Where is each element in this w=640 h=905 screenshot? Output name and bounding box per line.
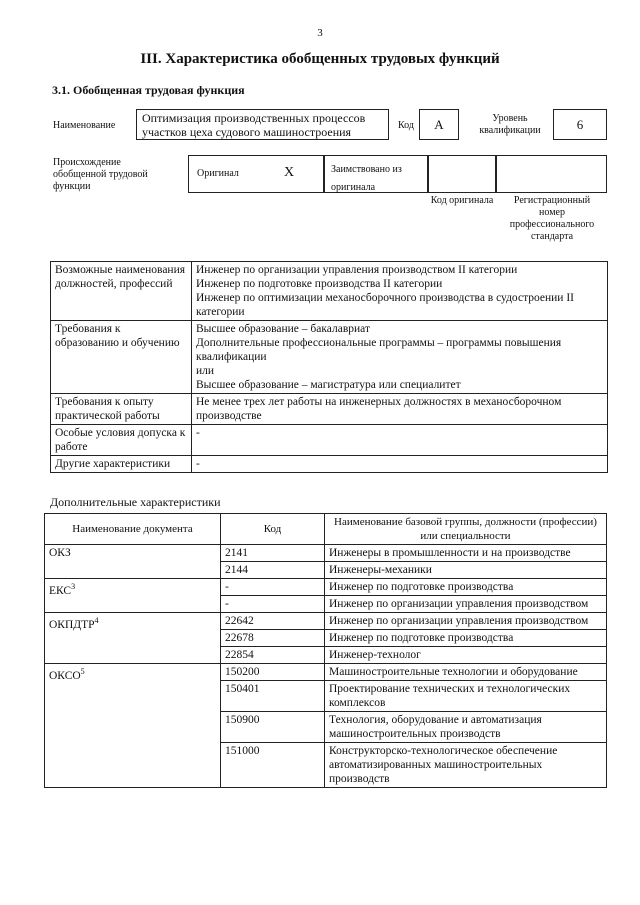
code-original-label: Код оригинала: [430, 195, 494, 206]
characteristic-line: Дополнительные профессиональные программы – программы повышения квалификации: [196, 337, 562, 363]
characteristic-line: Инженер по подготовке производства II категории: [196, 278, 443, 290]
code-cell: -: [221, 596, 325, 613]
function-code-value: A: [419, 109, 459, 140]
origin-original-cell: [188, 155, 324, 193]
specialty-name-cell: Проектирование технических и технологических комплексов: [325, 681, 607, 712]
code-cell: 150200: [221, 664, 325, 681]
document-name: ОКПДТР: [49, 618, 95, 631]
name-label: Наименование: [53, 120, 116, 131]
original-label: Оригинал: [197, 168, 239, 179]
specialty-name-cell: Инженер по подготовке производства: [325, 630, 607, 647]
characteristics-table: [50, 261, 608, 473]
characteristic-value: [192, 262, 608, 321]
specialty-name-cell: Инженер по организации управления производством: [325, 596, 607, 613]
characteristic-label: Другие характеристики: [51, 456, 192, 473]
specialty-name-cell: Машиностроительные технологии и оборудование: [325, 664, 607, 681]
specialty-name-cell: Инженеры-механики: [325, 562, 607, 579]
characteristic-line: Инженер по организации управления производством II категории: [196, 264, 518, 276]
document-name-cell: [45, 613, 221, 664]
origin-borrowed-cell: [324, 155, 428, 193]
code-cell: 22642: [221, 613, 325, 630]
level-label: Уровень квалификации: [479, 113, 541, 136]
code-cell: 22854: [221, 647, 325, 664]
subsection-title: 3.1. Обобщенная трудовая функция: [52, 83, 245, 97]
characteristic-line: -: [196, 427, 200, 439]
footnote-mark: 3: [71, 582, 76, 591]
page-number: 3: [317, 27, 323, 39]
characteristic-line: Высшее образование – бакалавриат: [196, 323, 370, 335]
document-name: ОКЗ: [49, 547, 71, 559]
code-label: Код: [398, 120, 414, 131]
characteristics-row: [51, 394, 608, 425]
characteristic-line: или: [196, 365, 215, 377]
origin-label: Происхождение обобщенной трудовой функции: [53, 157, 148, 192]
characteristic-label: Возможные наименования должностей, профессий: [51, 262, 192, 321]
characteristics-row: [51, 262, 608, 321]
additional-row: [45, 664, 607, 681]
code-cell: 150900: [221, 712, 325, 743]
col-doc-header: Наименование документа: [45, 514, 221, 545]
characteristic-value: [192, 394, 608, 425]
characteristics-row: [51, 425, 608, 456]
characteristics-row: [51, 456, 608, 473]
function-name-value: Оптимизация производственных процессов участков цеха судового машиностроения: [136, 109, 389, 140]
footnote-mark: 4: [94, 616, 99, 625]
document-name: ОКСО: [49, 669, 81, 682]
reg-number-label: Регистрационный номер профессионального стандарта: [509, 195, 595, 242]
code-cell: 151000: [221, 743, 325, 788]
characteristics-row: [51, 321, 608, 394]
characteristic-value: [192, 321, 608, 394]
specialty-name-cell: Технология, оборудование и автоматизация машиностроительных производств: [325, 712, 607, 743]
additional-row: [45, 613, 607, 630]
document-name-cell: [45, 664, 221, 788]
borrowed-label: Заимствовано из оригинала: [331, 164, 402, 193]
reg-number-cell: [496, 155, 607, 193]
section-title: III. Характеристика обобщенных трудовых функций: [140, 51, 500, 67]
characteristic-line: Инженер по оптимизации механосборочного производства в судостроении II категории: [196, 292, 574, 318]
original-mark: X: [284, 165, 295, 180]
additional-row: [45, 545, 607, 562]
code-original-cell: [428, 155, 496, 193]
characteristic-line: Высшее образование – магистратура или специалитет: [196, 379, 461, 391]
specialty-name-cell: Инженеры в промышленности и на производстве: [325, 545, 607, 562]
code-cell: -: [221, 579, 325, 596]
code-cell: 150401: [221, 681, 325, 712]
code-cell: 2144: [221, 562, 325, 579]
characteristic-label: Требования к опыту практической работы: [51, 394, 192, 425]
characteristic-label: Особые условия допуска к работе: [51, 425, 192, 456]
level-value: 6: [553, 109, 607, 140]
specialty-name-cell: Инженер по организации управления производством: [325, 613, 607, 630]
specialty-name-cell: Инженер-технолог: [325, 647, 607, 664]
code-cell: 22678: [221, 630, 325, 647]
specialty-name-cell: Инженер по подготовке производства: [325, 579, 607, 596]
characteristic-label: Требования к образованию и обучению: [51, 321, 192, 394]
footnote-mark: 5: [80, 667, 85, 676]
characteristic-value: [192, 425, 608, 456]
document-name: ЕКС: [49, 584, 72, 597]
additional-table: [44, 513, 607, 788]
col-code-header: Код: [221, 514, 325, 545]
specialty-name-cell: Конструкторско-технологическое обеспечение автоматизированных машиностроительных производств: [325, 743, 607, 788]
characteristic-line: -: [196, 458, 200, 470]
characteristic-value: [192, 456, 608, 473]
col-name-header: Наименование базовой группы, должности (профессии) или специальности: [325, 514, 607, 545]
characteristic-line: Не менее трех лет работы на инженерных должностях в механосборочном производстве: [196, 396, 562, 422]
code-cell: 2141: [221, 545, 325, 562]
additional-row: [45, 579, 607, 596]
additional-title: Дополнительные характеристики: [50, 495, 221, 509]
document-name-cell: [45, 545, 221, 579]
document-name-cell: [45, 579, 221, 613]
